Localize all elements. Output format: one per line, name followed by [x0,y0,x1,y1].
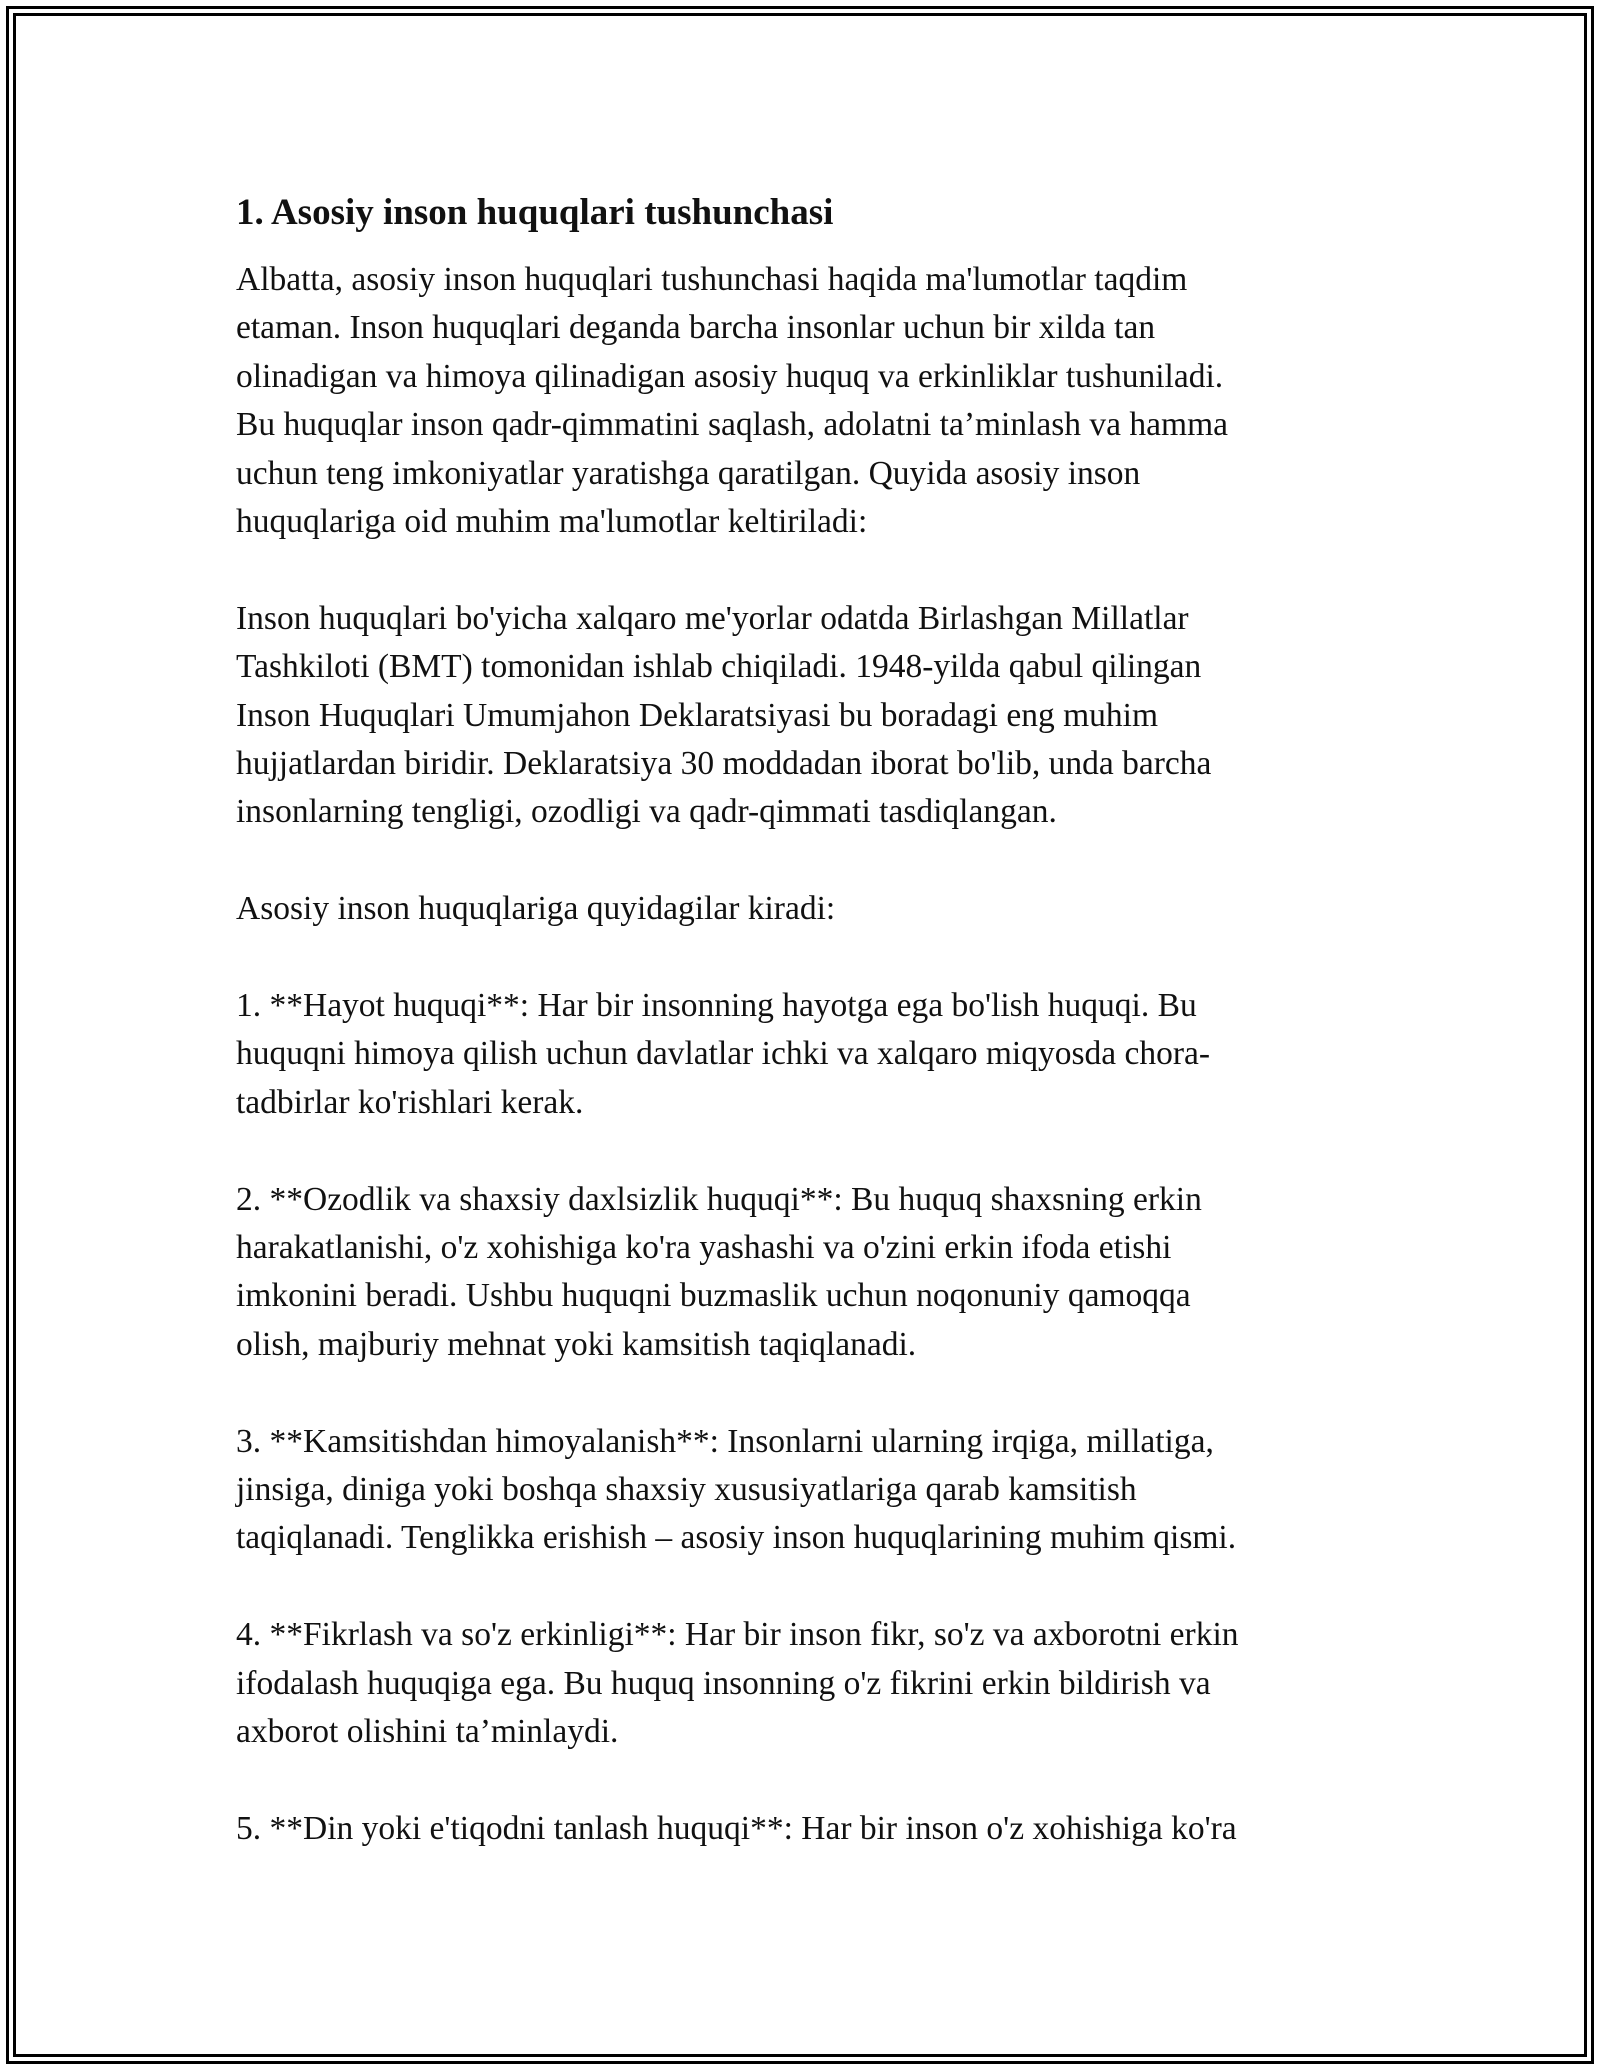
text-line: insonlarning tengligi, ozodligi va qadr-qimmati tasdiqlangan. [236,793,1057,831]
text-line: ifodalash huquqiga ega. Bu huquq insonning o'z fikrini erkin bildirish va [236,1664,1211,1702]
text-line: hujjatlardan biridir. Deklaratsiya 30 moddadan iborat bo'lib, unda barcha [236,745,1212,783]
text-line: Asosiy inson huquqlariga quyidagilar kiradi: [236,890,836,928]
text-line: Bu huquqlar inson qadr-qimmatini saqlash, adolatni ta’minlash va hamma [236,406,1229,444]
text-line: uchun teng imkoniyatlar yaratishga qaratilgan. Quyida asosiy inson [236,454,1141,492]
paragraph-un-standards [236,595,1366,837]
list-item-free-speech [236,1611,1366,1756]
list-item-religion [236,1805,1366,1853]
text-line: olinadigan va himoya qilinadigan asosiy huquq va erkinliklar tushuniladi. [236,357,1224,395]
text-line: 1. **Hayot huquqi**: Har bir insonning hayotga ega bo'lish huquqi. Bu [236,987,1197,1025]
text-line: 3. **Kamsitishdan himoyalanish**: Insonlarni ularning irqiga, millatiga, [236,1422,1214,1460]
text-line: Tashkiloti (BMT) tomonidan ishlab chiqiladi. 1948-yilda qabul qilingan [236,648,1202,686]
text-line: imkonini beradi. Ushbu huquqni buzmaslik uchun noqonuniy qamoqqa [236,1277,1191,1315]
text-line: olish, majburiy mehnat yoki kamsitish taqiqlanadi. [236,1325,917,1363]
text-line: huquqlariga oid muhim ma'lumotlar keltiriladi: [236,503,868,541]
text-line: Albatta, asosiy inson huquqlari tushunchasi haqida ma'lumotlar taqdim [236,261,1188,298]
text-line: Inson Huquqlari Umumjahon Deklaratsiyasi bu boradagi eng muhim [236,696,1159,734]
list-item-right-to-life [236,982,1366,1127]
text-line: etaman. Inson huquqlari deganda barcha insonlar uchun bir xilda tan [236,309,1156,347]
list-item-liberty [236,1176,1366,1370]
text-line: taqiqlanadi. Tenglikka erishish – asosiy inson huquqlarining muhim qismi. [236,1519,1237,1557]
paragraph-intro [236,256,1366,546]
text-line: Inson huquqlari bo'yicha xalqaro me'yorlar odatda Birlashgan Millatlar [236,599,1189,637]
section-heading: 1. Asosiy inson huquqlari tushunchasi [236,192,834,233]
text-line: harakatlanishi, o'z xohishiga ko'ra yashashi va o'zini erkin ifoda etishi [236,1229,1172,1267]
text-line: jinsiga, diniga yoki boshqa shaxsiy xususiyatlariga qarab kamsitish [236,1471,1137,1509]
text-line: axborot olishini ta’minlaydi. [236,1713,619,1751]
list-item-non-discrimination [236,1418,1366,1563]
text-line: huquqni himoya qilish uchun davlatlar ichki va xalqaro miqyosda chora- [236,1035,1211,1073]
text-line: 5. **Din yoki e'tiqodni tanlash huquqi**: Har bir inson o'z xohishiga ko'ra [236,1809,1237,1847]
text-line: 4. **Fikrlash va so'z erkinligi**: Har bir inson fikr, so'z va axborotni erkin [236,1616,1239,1654]
document-body [236,188,1366,1902]
text-line: 2. **Ozodlik va shaxsiy daxlsizlik huquqi**: Bu huquq shaxsning erkin [236,1180,1202,1218]
text-line: tadbirlar ko'rishlari kerak. [236,1083,584,1121]
paragraph-list-intro [236,885,1366,933]
